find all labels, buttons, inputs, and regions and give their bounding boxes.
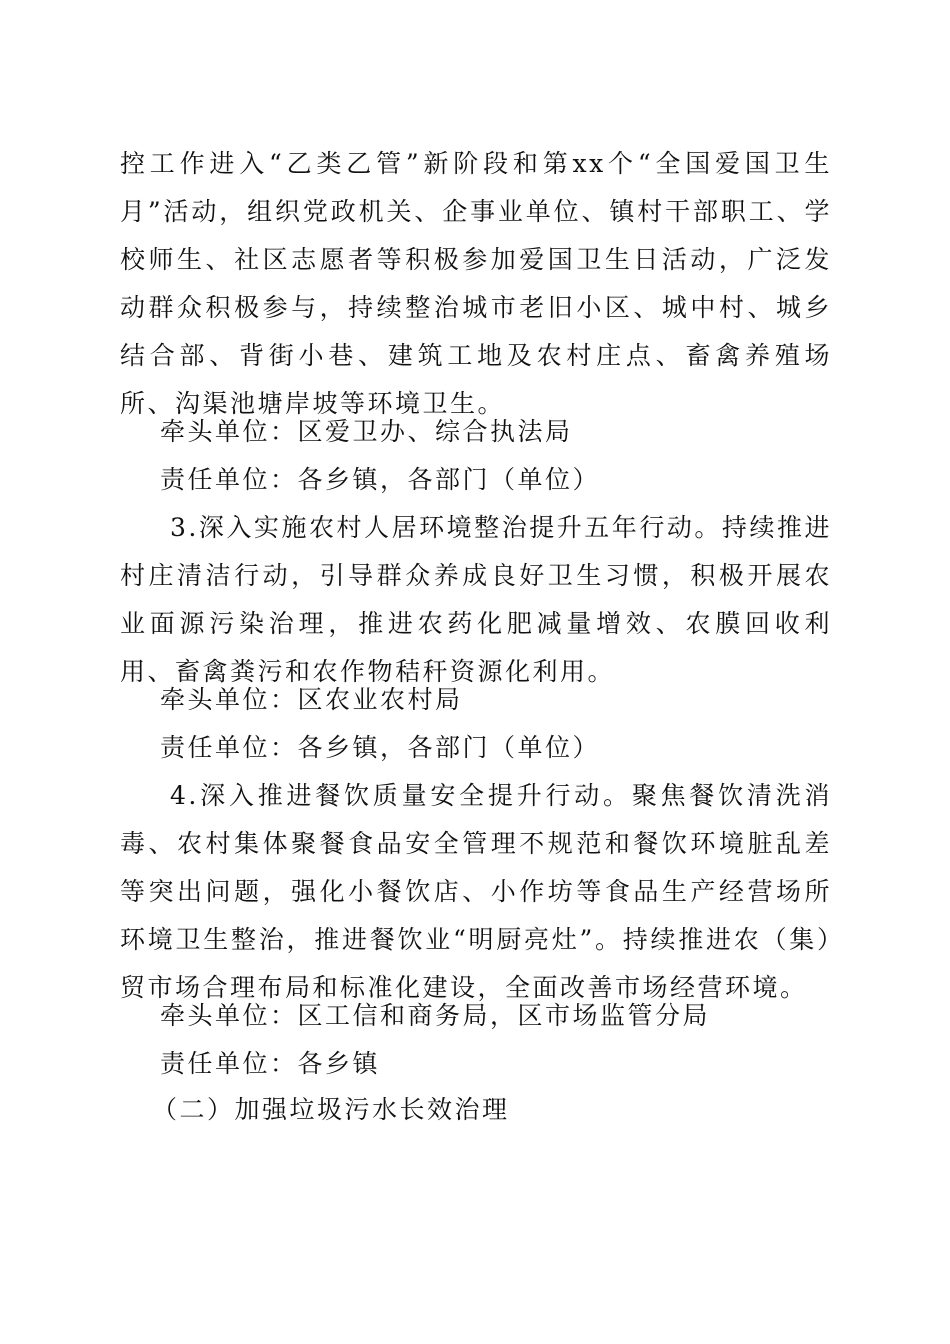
lead-unit-line-3: 牵头单位：区农业农村局 (160, 685, 463, 714)
responsible-unit-line-1: 责任单位：各乡镇，各部门（单位） (160, 465, 601, 494)
responsible-unit-line-4: 责任单位：各乡镇 (160, 1049, 381, 1078)
paragraph-catering-safety: 4.深入推进餐饮质量安全提升行动。聚焦餐饮清洗消毒、农村集体聚餐食品安全管理不规范和餐饮环境脏乱差等突出问题，强化小餐饮店、小作坊等食品生产经营场所环境卫生整治，推进餐饮业“明厨亮灶”。持续推进农（集）贸市场合理布局和标准化建设，全面改善市场经营环境。 (120, 781, 832, 1002)
lead-unit-line-4: 牵头单位：区工信和商务局，区市场监管分局 (160, 1001, 711, 1030)
lead-unit-line-1: 牵头单位：区爱卫办、综合执法局 (160, 417, 573, 446)
paragraph-rural-living-environment: 3.深入实施农村人居环境整治提升五年行动。持续推进村庄清洁行动，引导群众养成良好卫生习惯，积极开展农业面源污染治理，推进农药化肥减量增效、农膜回收利用、畜禽粪污和农作物秸秆资源化利用。 (120, 513, 832, 686)
section-heading-waste-sewage: （二）加强垃圾污水长效治理 (152, 1095, 510, 1124)
responsible-unit-line-3: 责任单位：各乡镇，各部门（单位） (160, 733, 601, 762)
paragraph-environment-sanitation: 控工作进入“乙类乙管”新阶段和第xx个“全国爱国卫生月”活动，组织党政机关、企事业单位、镇村干部职工、学校师生、社区志愿者等积极参加爱国卫生日活动，广泛发动群众积极参与，持续整治城市老旧小区、城中村、城乡结合部、背街小巷、建筑工地及农村庄点、畜禽养殖场所、沟渠池塘岸坡等环境卫生。 (120, 149, 832, 418)
